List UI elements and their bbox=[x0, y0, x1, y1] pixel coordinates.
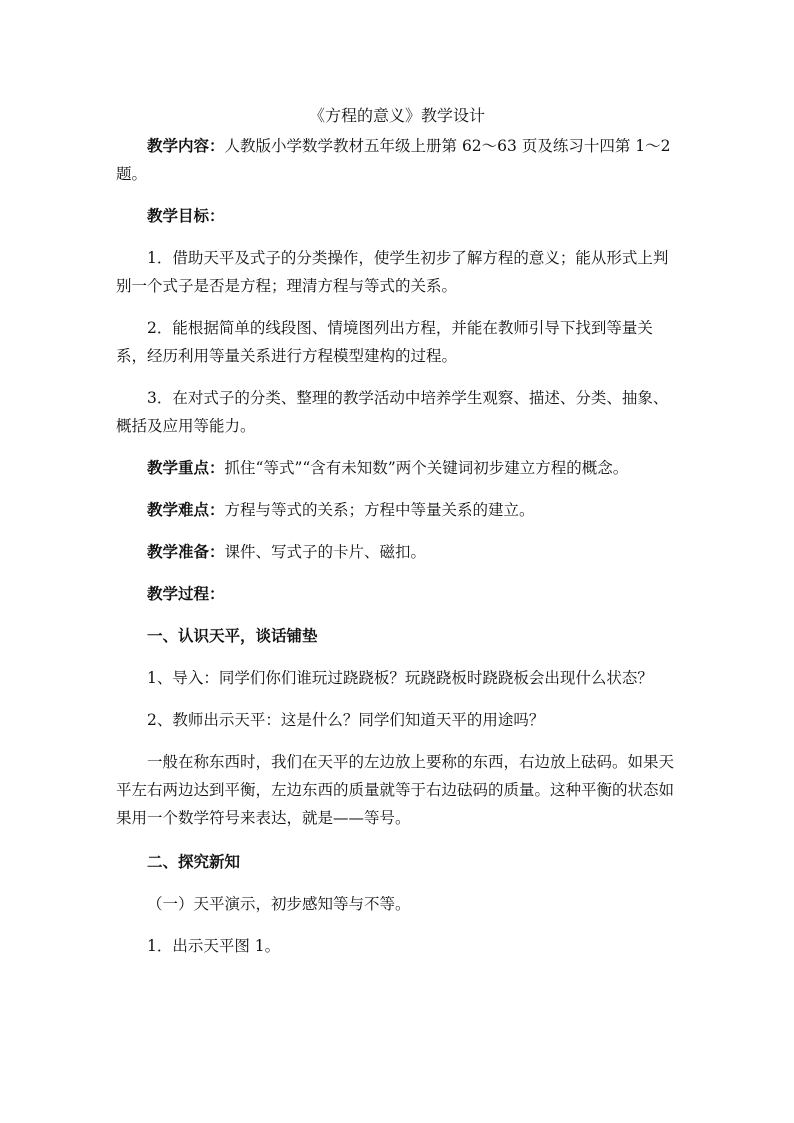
document-title: 《方程的意义》教学设计 bbox=[308, 106, 485, 125]
section-1-paragraph: 一般在称东西时，我们在天平的左边放上要称的东西，右边放上砝码。如果天平左右两边达到平衡，左边东西的质量就等于右边砝码的质量。这种平衡的状态如果用一个数学符号来表达，就是——等号。 bbox=[116, 753, 675, 827]
teaching-content-text: 人教版小学数学教材五年级上册第 62～63 页及练习十四第 1～2 题。 bbox=[116, 137, 671, 183]
preparation-paragraph bbox=[116, 538, 678, 566]
difficult-point-text: 方程与等式的关系；方程中等量关系的建立。 bbox=[224, 501, 535, 519]
preparation-label: 教学准备： bbox=[147, 542, 225, 561]
section-1-item-1: 1、导入：同学们你们谁玩过跷跷板？玩跷跷板时跷跷板会出现什么状态？ bbox=[147, 669, 653, 687]
key-point-label: 教学重点： bbox=[147, 458, 225, 477]
document-content bbox=[116, 102, 678, 960]
preparation-text: 课件、写式子的卡片、磁扣。 bbox=[224, 543, 427, 561]
objectives-heading: 教学目标： bbox=[147, 206, 225, 225]
section-1-item-2: 2、教师出示天平：这是什么？同学们知道天平的用途吗？ bbox=[147, 711, 545, 729]
section-1-heading: 一、认识天平，谈话铺垫 bbox=[147, 626, 318, 645]
section-2-subheading: （一）天平演示，初步感知等与不等。 bbox=[147, 895, 411, 913]
objective-item-3: 3．在对式子的分类、整理的教学活动中培养学生观察、描述、分类、抽象、概括及应用等能力。 bbox=[116, 389, 669, 435]
teaching-content-paragraph bbox=[116, 132, 678, 188]
key-point-paragraph bbox=[116, 454, 678, 482]
section-2-item-1: 1．出示天平图 1。 bbox=[147, 937, 281, 955]
difficult-point-paragraph bbox=[116, 496, 678, 524]
objective-item-2: 2．能根据简单的线段图、情境图列出方程，并能在教师引导下找到等量关系，经历利用等量关系进行方程模型建构的过程。 bbox=[116, 319, 653, 365]
teaching-content-label: 教学内容： bbox=[147, 136, 225, 155]
difficult-point-label: 教学难点： bbox=[147, 500, 225, 519]
section-2-heading: 二、探究新知 bbox=[147, 852, 241, 871]
process-heading: 教学过程： bbox=[147, 584, 225, 603]
key-point-text: 抓住“等式”“含有未知数”两个关键词初步建立方程的概念。 bbox=[224, 459, 629, 477]
objective-item-1: 1．借助天平及式子的分类操作，使学生初步了解方程的意义；能从形式上判别一个式子是否是方程；理清方程与等式的关系。 bbox=[116, 249, 669, 295]
